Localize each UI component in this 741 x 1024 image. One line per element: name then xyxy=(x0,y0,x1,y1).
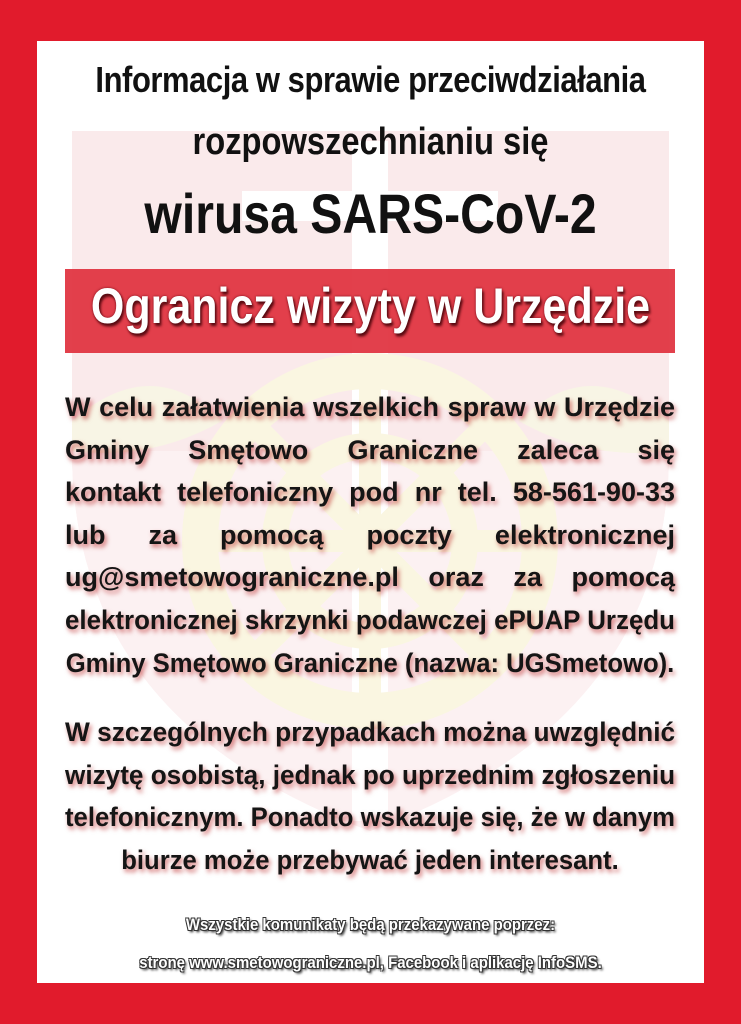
paragraph-2-line: telefonicznym. Ponadto wskazuje się, że w danym xyxy=(65,802,675,833)
paragraph-1-line: W celu załatwienia wszelkich spraw w Urzędzie xyxy=(65,392,675,422)
title-line-3: wirusa SARS-CoV-2 xyxy=(144,182,597,245)
paragraph-1-line: lub za pomocą poczty elektronicznej xyxy=(65,519,675,550)
paragraph-2-line: W szczególnych przypadkach można uwzględnić xyxy=(65,717,676,747)
footer-line-2: stronę www.smetowograniczne.pl, Facebook i aplikację InfoSMS. xyxy=(139,953,602,972)
paragraph-1-line: Gminy Smętowo Graniczne (nazwa: UGSmetowo). xyxy=(65,647,675,678)
banner-text: Ogranicz wizyty w Urzędzie xyxy=(90,278,651,334)
footer-line-1: Wszystkie komunikaty będą przekazywane poprzez: xyxy=(185,915,556,934)
title-line-2: rozpowszechnianiu się xyxy=(192,121,549,163)
paragraph-2-line: biurze może przebywać jeden interesant. xyxy=(121,844,619,875)
paragraph-2-line: wizytę osobistą, jednak po uprzednim zgłoszeniu xyxy=(65,759,676,790)
paragraph-1-line: kontakt telefoniczny pod nr tel. 58-561-90-33 xyxy=(65,477,675,508)
paragraph-1-line: Gminy Smętowo Graniczne zaleca się xyxy=(65,434,675,465)
paragraph-1-line: ug@smetowograniczne.pl oraz za pomocą xyxy=(65,562,675,593)
paragraph-1 xyxy=(65,386,675,684)
poster xyxy=(37,41,704,983)
paragraph-1-line: elektronicznej skrzynki podawczej ePUAP Urzędu xyxy=(65,604,675,635)
title-line-1: Informacja w sprawie przeciwdziałania xyxy=(95,59,646,100)
paragraph-2 xyxy=(65,711,675,881)
